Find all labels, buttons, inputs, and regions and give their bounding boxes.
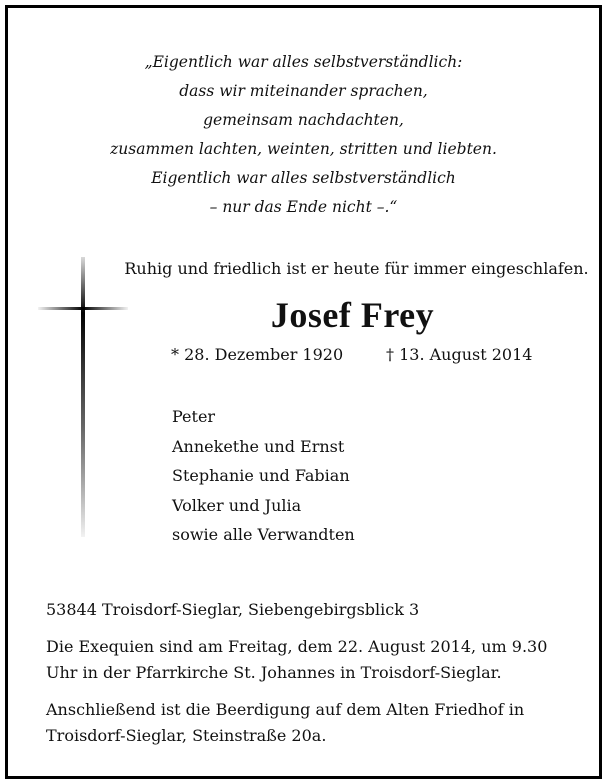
quote-line: zusammen lachten, weinten, stritten und liebten.	[110, 140, 497, 158]
mourner: Volker und Julia	[172, 495, 302, 515]
burial-info: Anschließend ist die Beerdigung auf dem Alten Friedhof in Troisdorf-Sieglar, Steinstraße 20a.	[46, 700, 525, 745]
quote-line: Eigentlich war alles selbstverständlich	[151, 169, 456, 187]
obituary-notice	[5, 5, 602, 779]
address: 53844 Troisdorf-Sieglar, Siebengebirgsblick 3	[46, 600, 420, 619]
quote-line: „Eigentlich war alles selbstverständlich:	[144, 53, 463, 71]
quote	[8, 48, 599, 222]
birth-date: * 28. Dezember 1920	[171, 345, 344, 364]
mourner: sowie alle Verwandten	[172, 525, 355, 544]
quote-line: gemeinsam nachdachten,	[203, 111, 404, 129]
intro-text: Ruhig und friedlich ist er heute für immer eingeschlafen.	[124, 259, 589, 278]
mourner: Stephanie und Fabian	[172, 466, 350, 485]
mourner: Annekethe und Ernst	[172, 436, 345, 456]
quote-line: dass wir miteinander sprachen,	[179, 82, 428, 100]
deceased-name: Josef Frey	[270, 295, 435, 335]
exequien-info: Die Exequien sind am Freitag, dem 22. August 2014, um 9.30 Uhr in der Pfarrkirche St. Johannes in Troisdorf-Sieglar.	[46, 637, 548, 682]
mourner: Peter	[172, 407, 216, 426]
footer-info	[46, 597, 566, 760]
death-date: † 13. August 2014	[386, 345, 533, 364]
quote-line: – nur das Ende nicht –.“	[209, 198, 398, 216]
mourners-list	[172, 402, 355, 550]
